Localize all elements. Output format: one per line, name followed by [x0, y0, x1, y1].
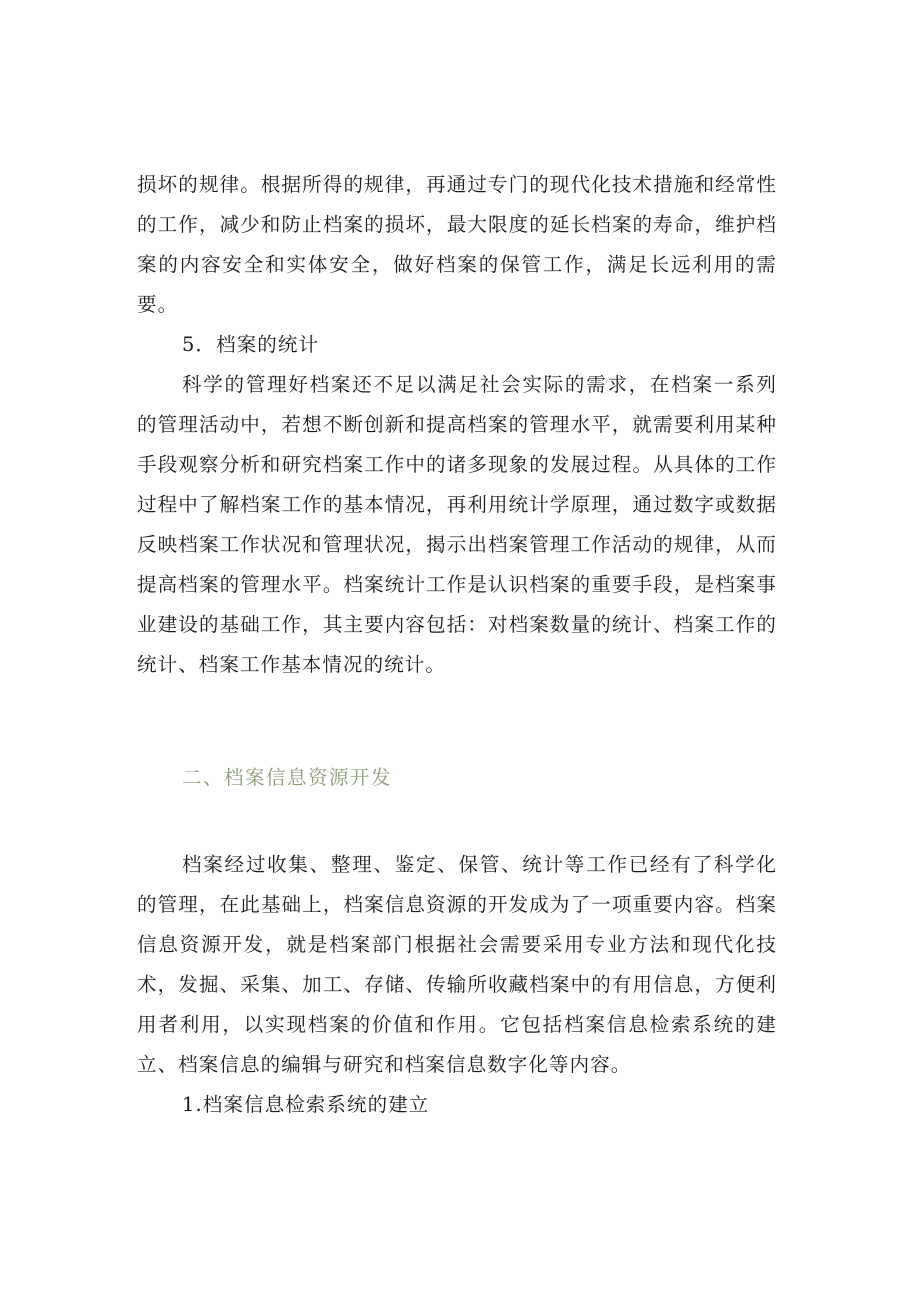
subheading-archive-statistics: 5．档案的统计 [182, 333, 320, 356]
document-body [137, 165, 777, 1125]
paragraph-archive-statistics: 科学的管理好档案还不足以满足社会实际的需求，在档案一系列的管理活动中，若想不断创新和提高档案的管理水平，就需要利用某种手段观察分析和研究档案工作中的诸多现象的发展过程。从具体的工作过程中了解档案工作的基本情况，再利用统计学原理，通过数字或数据反映档案工作状况和管理状况，揭示出档案管理工作活动的规律，从而提高档案的管理水平。档案统计工作是认识档案的重要手段，是档案事业建设的基础工作，其主要内容包括：对档案数量的统计、档案工作的统计、档案工作基本情况的统计。 [137, 373, 777, 676]
paragraph-preservation-continued: 损坏的规律。根据所得的规律，再通过专门的现代化技术措施和经常性的工作，减少和防止档案的损坏，最大限度的延长档案的寿命，维护档案的内容安全和实体安全，做好档案的保管工作，满足长远利用的需要。 [137, 173, 777, 316]
section-heading-resource-development: 二、档案信息资源开发 [182, 766, 393, 789]
subheading-retrieval-system: 1.档案信息检索系统的建立 [182, 1093, 430, 1116]
section-spacer [137, 798, 777, 845]
paragraph-resource-development: 档案经过收集、整理、鉴定、保管、统计等工作已经有了科学化的管理，在此基础上，档案信息资源的开发成为了一项重要内容。档案信息资源开发，就是档案部门根据社会需要采用专业方法和现代化技术，发掘、采集、加工、存储、传输所收藏档案中的有用信息，方便利用者利用，以实现档案的价值和作用。它包括档案信息检索系统的建立、档案信息的编辑与研究和档案信息数字化等内容。 [137, 853, 777, 1076]
section-spacer [137, 685, 777, 758]
